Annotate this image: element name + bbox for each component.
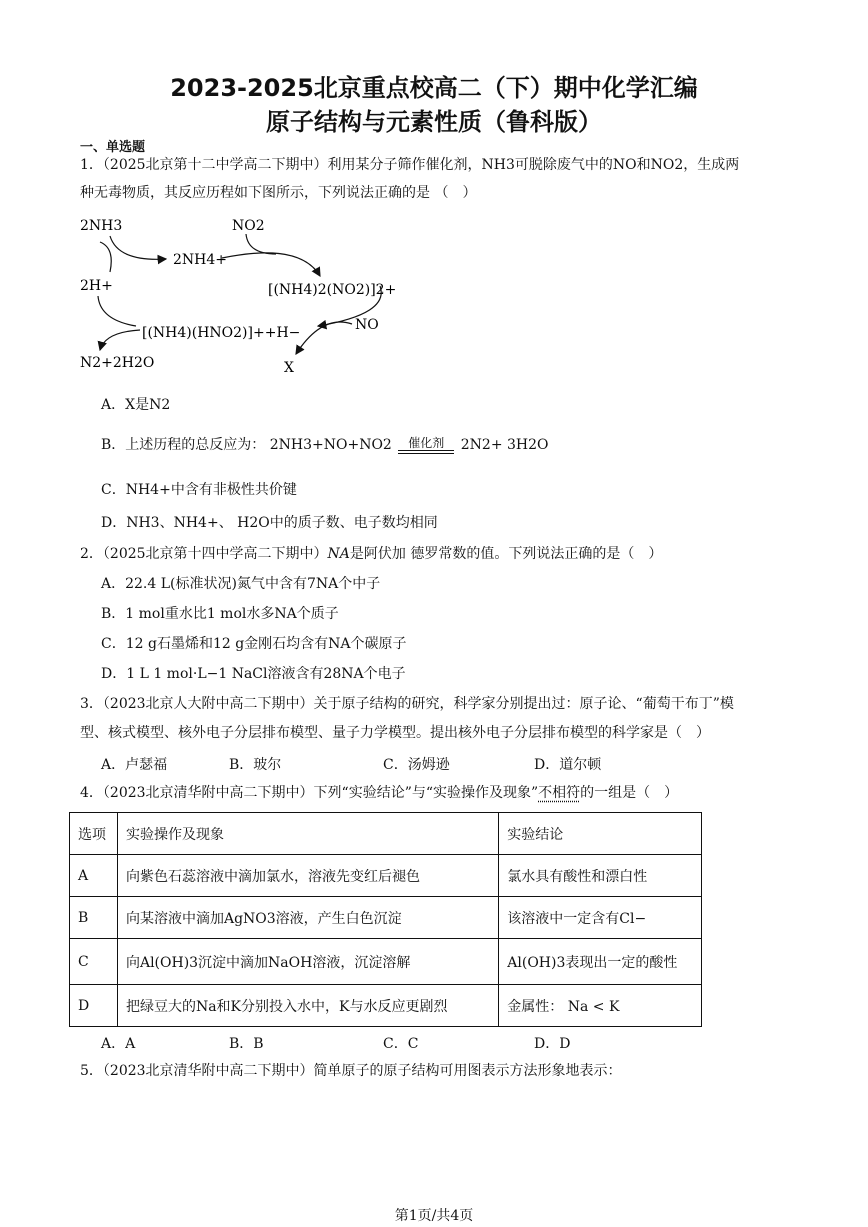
q2-stem-suffix: 是阿伏加 德罗常数的值。下列说法正确的是（ ） — [349, 546, 663, 562]
q2-option-b: B．1 mol重水比1 mol水多NA个质子 — [101, 606, 339, 622]
species-complex1: [(NH4)2(NO2)]2+ — [268, 282, 397, 298]
table-cell: 向某溶液中滴加AgNO3溶液，产生白色沉淀 — [117, 897, 498, 939]
q4-stem — [80, 784, 678, 802]
page-number: 第1页/共4页 — [394, 1208, 474, 1224]
q4-stem-prefix: 4．（2023北京清华附中高二下期中）下列“实验结论”与“实验操作及现象” — [80, 785, 539, 801]
table-cell: B — [70, 897, 118, 939]
q4-stem-suffix: 的一组是（ ） — [580, 785, 679, 801]
table-cell: D — [70, 985, 118, 1027]
q4-option-c: C．C — [383, 1036, 419, 1052]
reaction-mechanism-diagram — [70, 214, 400, 379]
table-header-row — [70, 813, 702, 855]
experiment-table — [69, 812, 702, 1027]
q1-option-b — [101, 436, 549, 454]
q1-option-a: A．X是N2 — [101, 397, 171, 413]
table-cell: C — [70, 939, 118, 985]
q2-stem — [80, 545, 662, 563]
equals-sign — [398, 450, 454, 454]
q2-stem-na: NA — [327, 546, 350, 562]
q1-option-d-suffix: 、 H2O中的质子数、电子数均相同 — [218, 515, 438, 531]
q3-option-b: B．玻尔 — [229, 757, 282, 773]
q1-option-c-prefix: C． — [101, 482, 126, 498]
table-cell: 把绿豆大的Na和K分别投入水中，K与水反应更剧烈 — [117, 985, 498, 1027]
q1-option-c-suffix: 中含有非极性共价键 — [170, 482, 297, 498]
q1-stem-line1: 1．（2025北京第十二中学高二下期中）利用某分子筛作催化剂，NH3可脱除废气中的NO和NO2，生成两 — [80, 157, 740, 173]
q2-stem-prefix: 2．（2025北京第十四中学高二下期中） — [80, 546, 328, 562]
table-row — [70, 897, 702, 939]
species-products: N2+2H2O — [80, 355, 155, 371]
arrow-nh3-to-nh4 — [110, 236, 166, 259]
catalyst-label: 催化剂 — [408, 436, 445, 450]
q1-option-d-prefix: D．NH3、 — [101, 515, 174, 531]
q2-option-c: C．12 g石墨烯和12 g金刚石均含有NA个碳原子 — [101, 636, 407, 652]
table-cell: 向Al(OH)3沉淀中滴加NaOH溶液，沉淀溶解 — [117, 939, 498, 985]
species-no2: NO2 — [232, 218, 265, 234]
q2-option-d: D．1 L 1 mol·L−1 NaCl溶液含有28NA个电子 — [101, 666, 406, 682]
q4-stem-emphasis: 不相符 — [538, 785, 581, 801]
species-complex2: [(NH4)(HNO2)]++H− — [142, 325, 301, 341]
q4-option-d: D．D — [534, 1036, 571, 1052]
table-cell: A — [70, 855, 118, 897]
table-cell: 氯水具有酸性和漂白性 — [499, 855, 702, 897]
q5-stem: 5．（2023北京清华附中高二下期中）简单原子的原子结构可用图表示方法形象地表示： — [80, 1063, 622, 1079]
q3-option-c: C．汤姆逊 — [383, 757, 450, 773]
table-cell: Al(OH)3表现出一定的酸性 — [499, 939, 702, 985]
q1-option-b-prefix: B．上述历程的总反应为： 2NH3+NO+NO2 — [101, 437, 392, 453]
table-header-cell: 选项 — [70, 813, 118, 855]
q4-option-a: A．A — [101, 1036, 136, 1052]
q1-option-c-ion: NH4+ — [125, 482, 171, 498]
table-cell: 向紫色石蕊溶液中滴加氯水，溶液先变红后褪色 — [117, 855, 498, 897]
table-header-cell: 实验操作及现象 — [117, 813, 498, 855]
species-nh3: 2NH3 — [80, 218, 123, 234]
species-no: NO — [355, 317, 379, 333]
document-title-line2: 原子结构与元素性质（鲁科版） — [266, 108, 602, 136]
species-nh4: 2NH4+ — [173, 252, 228, 268]
q3-option-a: A．卢瑟福 — [101, 757, 168, 773]
q1-option-d-ion: NH4+ — [173, 515, 219, 531]
species-h-plus: 2H+ — [80, 278, 113, 294]
q4-option-b: B．B — [229, 1036, 264, 1052]
arrow-h-plus-return — [100, 242, 111, 272]
q1-option-b-suffix: 2N2+ 3H2O — [460, 437, 549, 453]
table-cell: 该溶液中一定含有Cl− — [499, 897, 702, 939]
table-row — [70, 939, 702, 985]
arrow-no2-joins — [246, 234, 276, 254]
table-row — [70, 855, 702, 897]
q3-stem-line1: 3．（2023北京人大附中高二下期中）关于原子结构的研究，科学家分别提出过：原子论、“葡萄干布丁”模 — [80, 696, 734, 712]
arrow-no-to-x — [296, 322, 352, 354]
arrow-complex2-to-products — [100, 330, 140, 350]
table-row — [70, 985, 702, 1027]
table-header-cell: 实验结论 — [499, 813, 702, 855]
q3-option-d: D．道尔顿 — [534, 757, 602, 773]
catalyst-condition — [398, 436, 454, 454]
q1-option-c — [101, 481, 297, 499]
q1-option-d — [101, 514, 438, 532]
species-x: X — [284, 360, 294, 376]
q2-option-a: A．22.4 L(标准状况)氮气中含有7NA个中子 — [101, 576, 381, 592]
q3-stem-line2: 型、核式模型、核外电子分层排布模型、量子力学模型。提出核外电子分层排布模型的科学家是（ ） — [80, 725, 710, 741]
document-title-line1: 2023-2025北京重点校高二（下）期中化学汇编 — [170, 74, 698, 102]
section-heading: 一、单选题 — [80, 140, 146, 155]
q1-stem-line2: 种无毒物质，其反应历程如下图所示，下列说法正确的是 （ ） — [80, 185, 477, 201]
arrow-h-plus-cycle — [98, 296, 136, 326]
arrow-nh4-to-complex1 — [222, 253, 320, 276]
table-cell: 金属性： Na < K — [499, 985, 702, 1027]
